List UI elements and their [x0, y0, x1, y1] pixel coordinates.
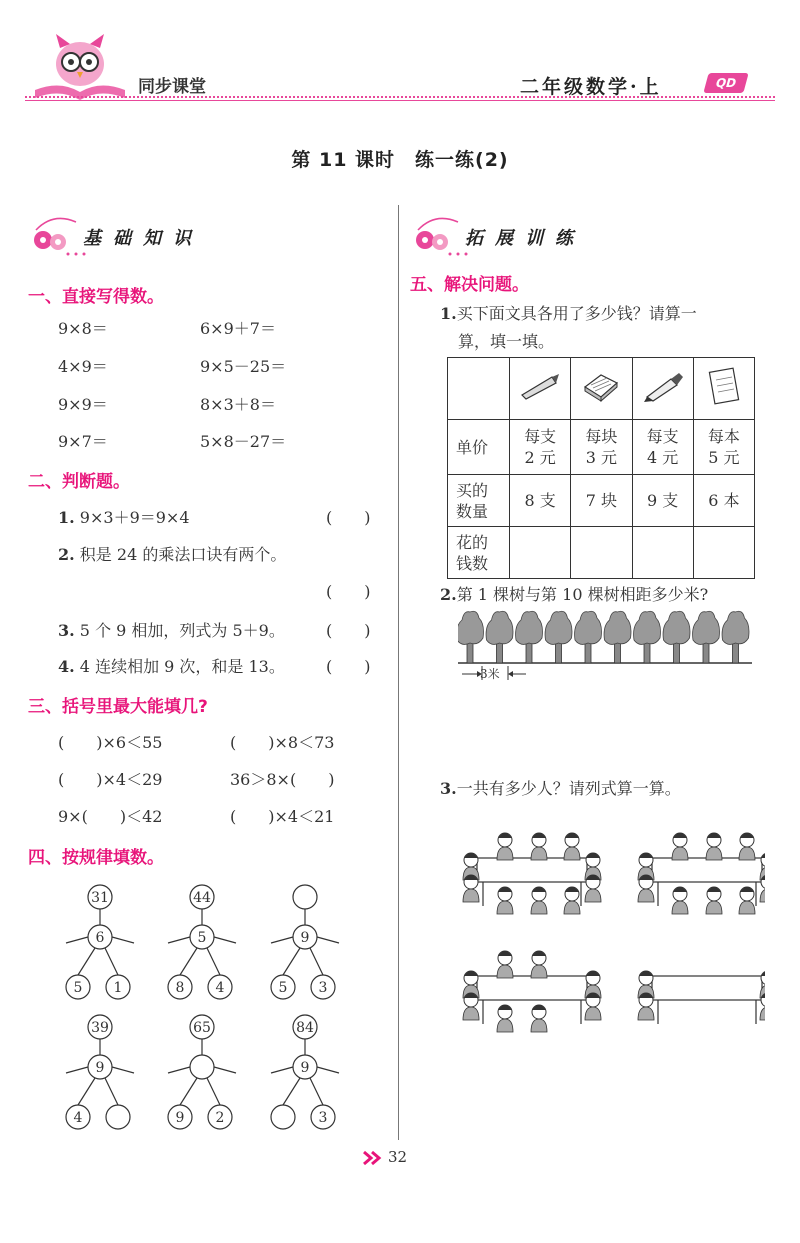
judge-text: 9×3＋9＝9×4 [79, 508, 190, 527]
table-group [638, 833, 765, 914]
person-hair [740, 833, 754, 838]
person-hair [673, 833, 687, 838]
tree [722, 611, 749, 663]
right-node-value: 4 [215, 980, 225, 996]
mid-node-circle [190, 1055, 214, 1079]
q1-num: 1. [440, 304, 457, 323]
price-unit: 每本 [707, 427, 740, 446]
table-corner-cell [448, 358, 510, 420]
cost-label-line: 钱数 [456, 553, 489, 573]
q2-text: 第 1 棵树与第 10 棵树相距多少米? [456, 585, 709, 604]
person-hair [586, 853, 600, 858]
person-body [760, 1007, 765, 1020]
tree-trunk [615, 642, 621, 663]
person-hair [464, 853, 478, 858]
tree-gap-label: 3米 [480, 667, 500, 681]
person-hair [740, 887, 754, 892]
page-number: 32 [388, 1148, 408, 1166]
person-body [638, 1007, 654, 1020]
eraser-icon [579, 369, 623, 403]
person-hair [498, 887, 512, 892]
tree [486, 611, 513, 663]
table-top [477, 858, 587, 882]
tree-crown [634, 611, 661, 644]
table-group [638, 971, 765, 1024]
right-banner-text: 拓展训练 [465, 228, 585, 249]
arm-line [317, 1067, 339, 1073]
section-1-title: 一、直接写得数。 [28, 287, 164, 307]
qty-cell: 7 块 [571, 475, 632, 527]
person-hair [532, 951, 546, 956]
left-node-circle [271, 1105, 295, 1129]
qty-row-label [448, 475, 510, 527]
qty-cell: 6 本 [693, 475, 754, 527]
cost-answer-cell[interactable] [571, 527, 632, 579]
tree-crown [458, 611, 484, 644]
calc-item: 5×8－27＝ [200, 432, 287, 451]
person-body [739, 847, 755, 860]
right-node-value: 1 [113, 980, 123, 996]
gap-arrowhead [508, 671, 513, 677]
top-node-value: 31 [91, 890, 109, 906]
tree-trunk [467, 642, 473, 663]
person-body [564, 847, 580, 860]
tree-crown [663, 611, 690, 644]
table-cell [571, 358, 632, 420]
table-row [448, 420, 755, 475]
person-hair [498, 833, 512, 838]
pattern-figure [66, 1015, 134, 1129]
person-body [497, 901, 513, 914]
tree-row-figure [458, 608, 758, 683]
header-rule [25, 100, 775, 101]
people-tables-figure [455, 808, 765, 1033]
price-cell [510, 420, 571, 475]
section-2-title: 二、判断题。 [28, 472, 130, 492]
tree [634, 611, 661, 663]
leg-line [180, 1078, 197, 1105]
right-node-value: 3 [318, 980, 328, 996]
person-hair [565, 833, 579, 838]
person-hair [498, 1005, 512, 1010]
leg-line [310, 948, 323, 975]
left-node-value: 5 [73, 980, 83, 996]
tree-trunk [644, 642, 650, 663]
person-hair [565, 887, 579, 892]
answer-paren[interactable]: ( ) [326, 621, 371, 640]
arm-line [214, 1067, 236, 1073]
q2-num: 2. [440, 585, 457, 604]
pencil-icon [518, 369, 562, 403]
right-banner [410, 210, 630, 260]
person-body [463, 889, 479, 902]
judge-item [58, 505, 190, 528]
column-divider [398, 205, 399, 1140]
cost-answer-cell[interactable] [693, 527, 754, 579]
left-banner-text: 基础知识 [83, 228, 203, 249]
fill-item[interactable]: 9×( )＜42 [58, 807, 163, 826]
tree-trunk [526, 642, 532, 663]
person-hair [673, 887, 687, 892]
price-row-label: 单价 [448, 420, 510, 475]
header-grade-label: 二年级数学·上 [520, 76, 662, 98]
arm-line [112, 937, 134, 943]
calc-item: 9×5－25＝ [200, 357, 287, 376]
pattern-figure [66, 885, 134, 999]
mid-node-value: 9 [300, 930, 310, 946]
tree [604, 611, 631, 663]
leg-line [180, 948, 197, 975]
tree-crown [693, 611, 720, 644]
person-hair [707, 887, 721, 892]
q1-line1 [440, 301, 697, 324]
section-3-title: 三、括号里最大能填几? [28, 697, 208, 717]
tree-trunk [703, 642, 709, 663]
person-body [531, 965, 547, 978]
leg-line [207, 948, 220, 975]
fill-item[interactable]: ( )×4＜29 [58, 770, 163, 789]
pattern-figure [168, 885, 236, 999]
judge-item [58, 542, 286, 565]
leg-line [78, 948, 95, 975]
table-top [477, 976, 587, 1000]
top-node-circle [293, 885, 317, 909]
leg-line [105, 948, 118, 975]
person-hair [639, 971, 653, 976]
arm-line [66, 937, 88, 943]
person-body [564, 901, 580, 914]
tree-crown [575, 611, 602, 644]
tree [516, 611, 543, 663]
header-series-label: 同步课堂 [138, 77, 206, 97]
judge-num: 3. [58, 621, 75, 640]
judge-text: 4 连续相加 9 次，和是 13。 [79, 657, 285, 676]
table-row [448, 527, 755, 579]
pattern-figure [168, 1015, 236, 1129]
owl-book-logo-icon [30, 30, 130, 102]
tree-trunk [674, 642, 680, 663]
pen-icon [641, 369, 685, 403]
arm-line [66, 1067, 88, 1073]
flower-decoration-icon [410, 210, 470, 260]
right-node-value: 2 [215, 1110, 225, 1126]
q1-text: 买下面文具各用了多少钱？请算一 [456, 304, 697, 323]
notebook-icon [702, 366, 746, 406]
person-body [531, 901, 547, 914]
table-cell [510, 358, 571, 420]
fill-item[interactable]: 36＞8×( ) [230, 770, 335, 789]
judge-text: 5 个 9 相加，列式为 5＋9。 [79, 621, 285, 640]
leg-line [283, 1078, 300, 1105]
person-hair [532, 1005, 546, 1010]
q1-line2: 算，填一填。 [458, 332, 555, 351]
tree-trunk [585, 642, 591, 663]
price-unit: 每块 [585, 427, 618, 446]
person-body [585, 1007, 601, 1020]
qty-label-line: 买的 [456, 480, 489, 500]
top-node-value: 39 [91, 1020, 109, 1036]
price-table [447, 357, 755, 579]
right-node-value: 3 [318, 1110, 328, 1126]
arm-line [317, 937, 339, 943]
qty-label-line: 数量 [456, 501, 489, 521]
section-4-title: 四、按规律填数。 [28, 848, 164, 868]
left-node-value: 8 [175, 980, 185, 996]
judge-text: 积是 24 的乘法口诀有两个。 [79, 545, 287, 564]
cost-answer-cell[interactable] [632, 527, 693, 579]
person-hair [464, 971, 478, 976]
left-node-value: 5 [278, 980, 288, 996]
left-node-value: 9 [175, 1110, 185, 1126]
pattern-figure [271, 885, 339, 999]
price-unit: 每支 [646, 427, 679, 446]
person-body [585, 889, 601, 902]
fill-item[interactable]: ( )×6＜55 [58, 733, 163, 752]
left-node-value: 4 [73, 1110, 83, 1126]
table-top [652, 858, 762, 882]
leg-line [105, 1078, 118, 1105]
qd-badge: QD [703, 73, 748, 93]
person-body [739, 901, 755, 914]
arm-line [168, 1067, 190, 1073]
leg-line [310, 1078, 323, 1105]
tree [575, 611, 602, 663]
pattern-figures [40, 875, 390, 1140]
qty-cell: 8 支 [510, 475, 571, 527]
section-5-title: 五、解决问题。 [410, 275, 529, 295]
tree-trunk [556, 642, 562, 663]
leg-line [283, 948, 300, 975]
answer-paren[interactable]: ( ) [326, 582, 371, 601]
page-header [0, 0, 800, 110]
table-group [463, 833, 601, 914]
table-group [463, 951, 601, 1032]
person-hair [532, 887, 546, 892]
judge-num: 2. [58, 545, 75, 564]
table-row [448, 358, 755, 420]
leg-line [78, 1078, 95, 1105]
table-cell [632, 358, 693, 420]
arm-line [271, 1067, 293, 1073]
top-node-value: 65 [193, 1020, 211, 1036]
arm-line [168, 937, 190, 943]
header-dotted-line [25, 96, 775, 98]
person-hair [707, 833, 721, 838]
tree-crown [604, 611, 631, 644]
q3-text: 一共有多少人？请列式算一算。 [456, 779, 681, 798]
tree [458, 611, 484, 663]
cost-row-label [448, 527, 510, 579]
price-value: 3 元 [585, 448, 618, 467]
tree-crown [722, 611, 749, 644]
person-body [672, 901, 688, 914]
calc-item: 4×9＝ [58, 357, 108, 376]
person-body [463, 1007, 479, 1020]
fill-item[interactable]: ( )×8＜73 [230, 733, 335, 752]
answer-paren[interactable]: ( ) [326, 508, 371, 527]
flower-decoration-icon [28, 210, 88, 260]
person-hair [532, 833, 546, 838]
calc-item: 9×9＝ [58, 395, 108, 414]
double-chevron-icon [362, 1150, 384, 1166]
cost-answer-cell[interactable] [510, 527, 571, 579]
price-value: 2 元 [524, 448, 556, 467]
person-body [672, 847, 688, 860]
price-cell [693, 420, 754, 475]
price-cell [632, 420, 693, 475]
arm-line [112, 1067, 134, 1073]
arm-line [214, 937, 236, 943]
mid-node-value: 9 [95, 1060, 105, 1076]
calc-item: 9×8＝ [58, 319, 108, 338]
fill-item[interactable]: ( )×4＜21 [230, 807, 335, 826]
tree [693, 611, 720, 663]
answer-paren[interactable]: ( ) [326, 657, 371, 676]
tree-crown [516, 611, 543, 644]
person-body [706, 901, 722, 914]
calc-item: 8×3＋8＝ [200, 395, 276, 414]
person-body [760, 889, 765, 902]
table-cell [693, 358, 754, 420]
q2-line [440, 582, 708, 605]
judge-num: 1. [58, 508, 75, 527]
tree [545, 611, 572, 663]
qty-cell: 9 支 [632, 475, 693, 527]
person-body [531, 1019, 547, 1032]
judge-item [58, 618, 285, 641]
arm-line [271, 937, 293, 943]
judge-item [58, 654, 285, 677]
person-body [706, 847, 722, 860]
tree-crown [545, 611, 572, 644]
mid-node-value: 6 [95, 930, 105, 946]
q3-line [440, 776, 681, 799]
tree-trunk [497, 642, 503, 663]
leg-line [207, 1078, 220, 1105]
tree-trunk [733, 642, 739, 663]
mid-node-value: 9 [300, 1060, 310, 1076]
person-body [638, 889, 654, 902]
person-hair [498, 951, 512, 956]
person-hair [586, 971, 600, 976]
top-node-value: 44 [193, 890, 211, 906]
calc-item: 9×7＝ [58, 432, 108, 451]
person-body [497, 965, 513, 978]
person-hair [639, 853, 653, 858]
table-top [652, 976, 762, 1000]
tree [663, 611, 690, 663]
pattern-figure [271, 1015, 339, 1129]
mid-node-value: 5 [197, 930, 207, 946]
tree-crown [486, 611, 513, 644]
top-node-value: 84 [296, 1020, 314, 1036]
price-value: 4 元 [646, 448, 679, 467]
price-cell [571, 420, 632, 475]
person-body [531, 847, 547, 860]
person-body [497, 1019, 513, 1032]
judge-num: 4. [58, 657, 75, 676]
price-unit: 每支 [524, 427, 557, 446]
table-row [448, 475, 755, 527]
lesson-title: 第 11 课时 练一练(2) [291, 149, 509, 171]
calc-item: 6×9＋7＝ [200, 319, 276, 338]
price-value: 5 元 [708, 448, 740, 467]
person-body [497, 847, 513, 860]
cost-label-line: 花的 [456, 532, 489, 552]
right-node-circle [106, 1105, 130, 1129]
q3-num: 3. [440, 779, 457, 798]
left-banner [28, 210, 248, 260]
